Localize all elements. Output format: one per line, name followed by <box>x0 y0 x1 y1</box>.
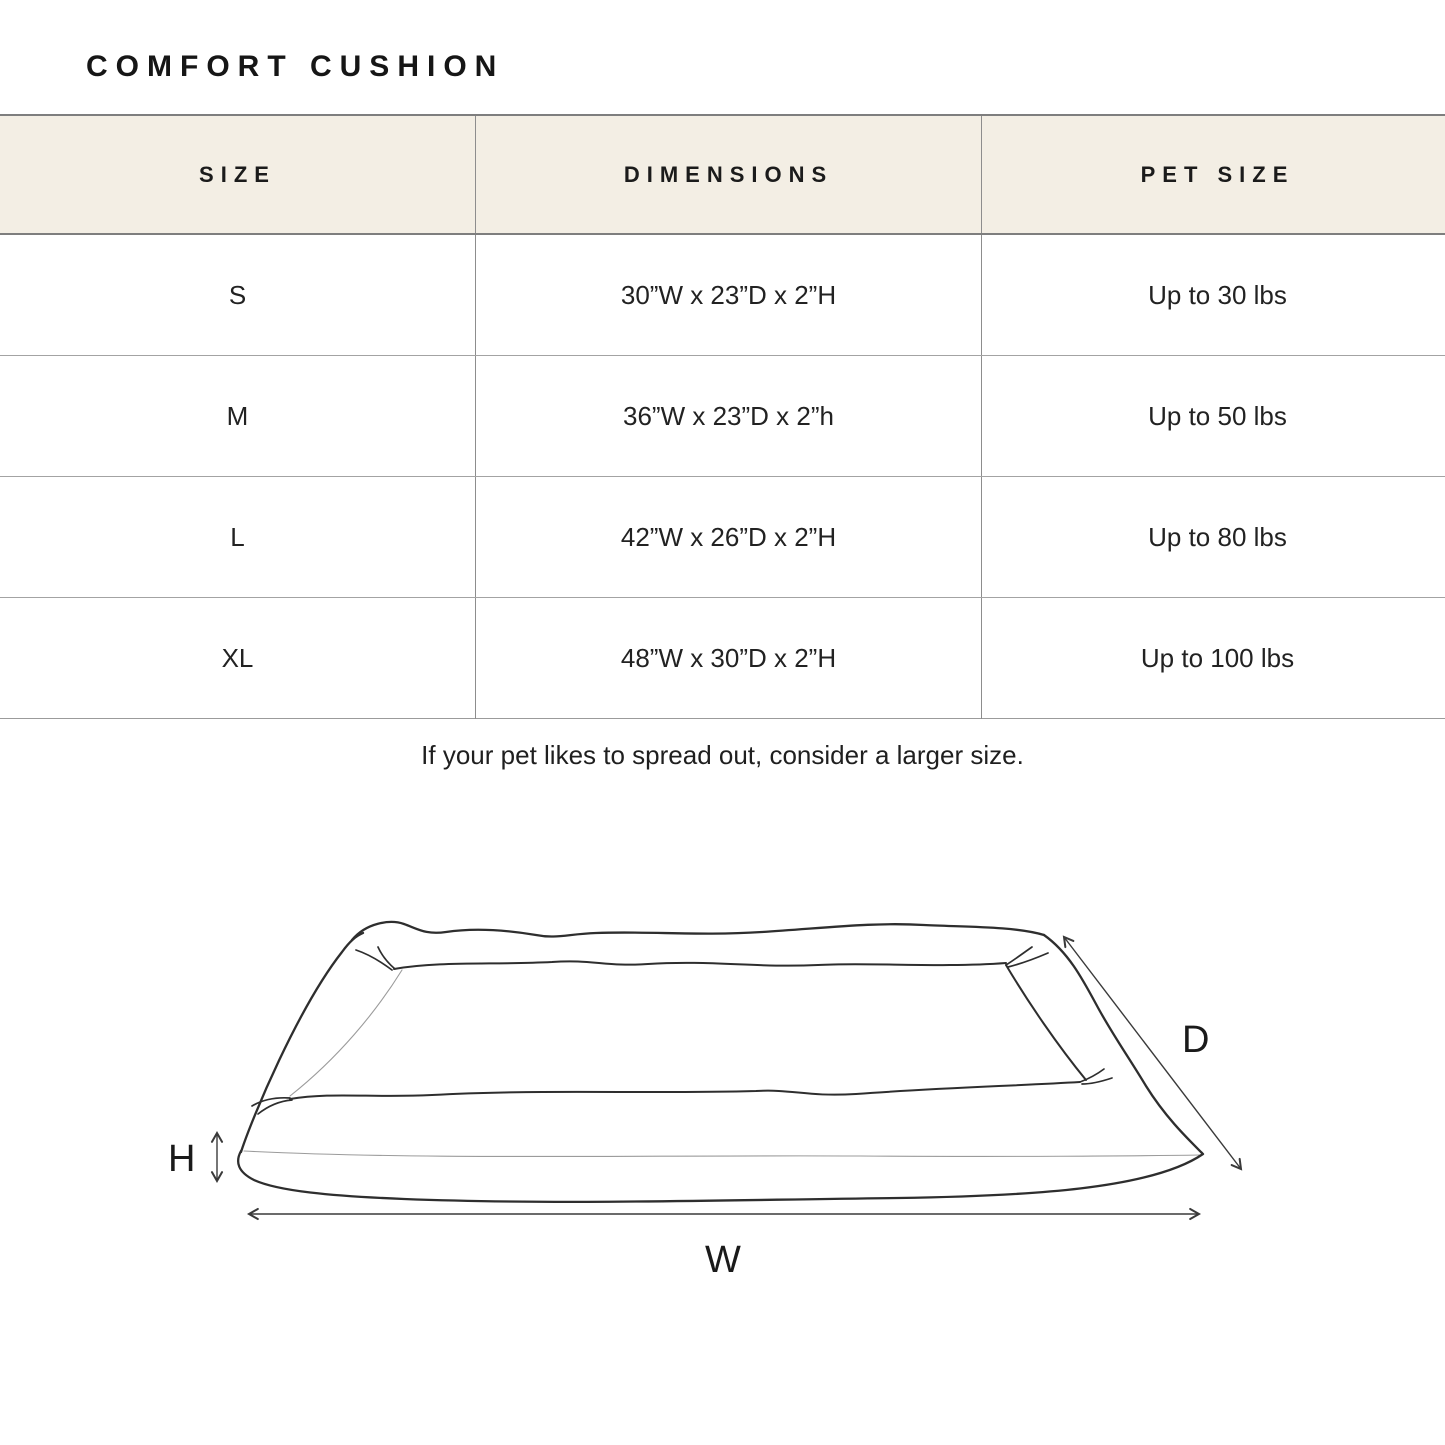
depth-label: D <box>1182 1019 1210 1061</box>
cushion-outer-top <box>352 922 1044 940</box>
cell-size: L <box>0 477 476 598</box>
cell-size: S <box>0 234 476 356</box>
cushion-inner-top <box>394 961 1006 969</box>
cushion-outer-right <box>1044 935 1202 1153</box>
corner-tuft-marks <box>252 947 1112 1114</box>
cushion-front-crease <box>244 1151 1200 1157</box>
cell-pet-size: Up to 80 lbs <box>982 477 1445 598</box>
cell-dimensions: 36”W x 23”D x 2”h <box>476 356 982 477</box>
cushion-inner-left-crease <box>290 970 402 1096</box>
height-label: H <box>168 1138 196 1180</box>
cushion-bottom-edge <box>238 1151 1203 1202</box>
dimension-lines <box>217 937 1241 1214</box>
size-chart-table <box>0 114 1445 719</box>
cushion-inner-bottom <box>290 1082 1080 1099</box>
col-header-size: SIZE <box>0 115 476 234</box>
cell-pet-size: Up to 50 lbs <box>982 356 1445 477</box>
table-row-m <box>0 356 1445 477</box>
table-row-s <box>0 234 1445 356</box>
cushion-diagram <box>0 890 1445 1370</box>
cell-size: M <box>0 356 476 477</box>
cell-pet-size: Up to 30 lbs <box>982 234 1445 356</box>
cell-dimensions: 30”W x 23”D x 2”H <box>476 234 982 356</box>
table-row-l <box>0 477 1445 598</box>
cushion-sketch <box>238 922 1203 1202</box>
sizing-note: If your pet likes to spread out, consider a larger size. <box>421 740 1024 770</box>
cell-size: XL <box>0 598 476 719</box>
cushion-outer-left <box>241 933 363 1152</box>
cushion-inner-right <box>1006 965 1086 1080</box>
cell-pet-size: Up to 100 lbs <box>1140 642 1295 673</box>
table-row-xl <box>0 598 1445 719</box>
col-header-pet-size: PET SIZE <box>982 115 1445 234</box>
cell-dimensions: 42”W x 26”D x 2”H <box>476 477 982 598</box>
page-title: COMFORT CUSHION <box>86 50 505 83</box>
width-label: W <box>705 1239 741 1281</box>
cell-dimensions: 48”W x 30”D x 2”H <box>476 598 982 719</box>
col-header-dimensions: DIMENSIONS <box>476 115 982 234</box>
header-row <box>0 115 1445 234</box>
depth-arrow <box>1064 937 1241 1169</box>
